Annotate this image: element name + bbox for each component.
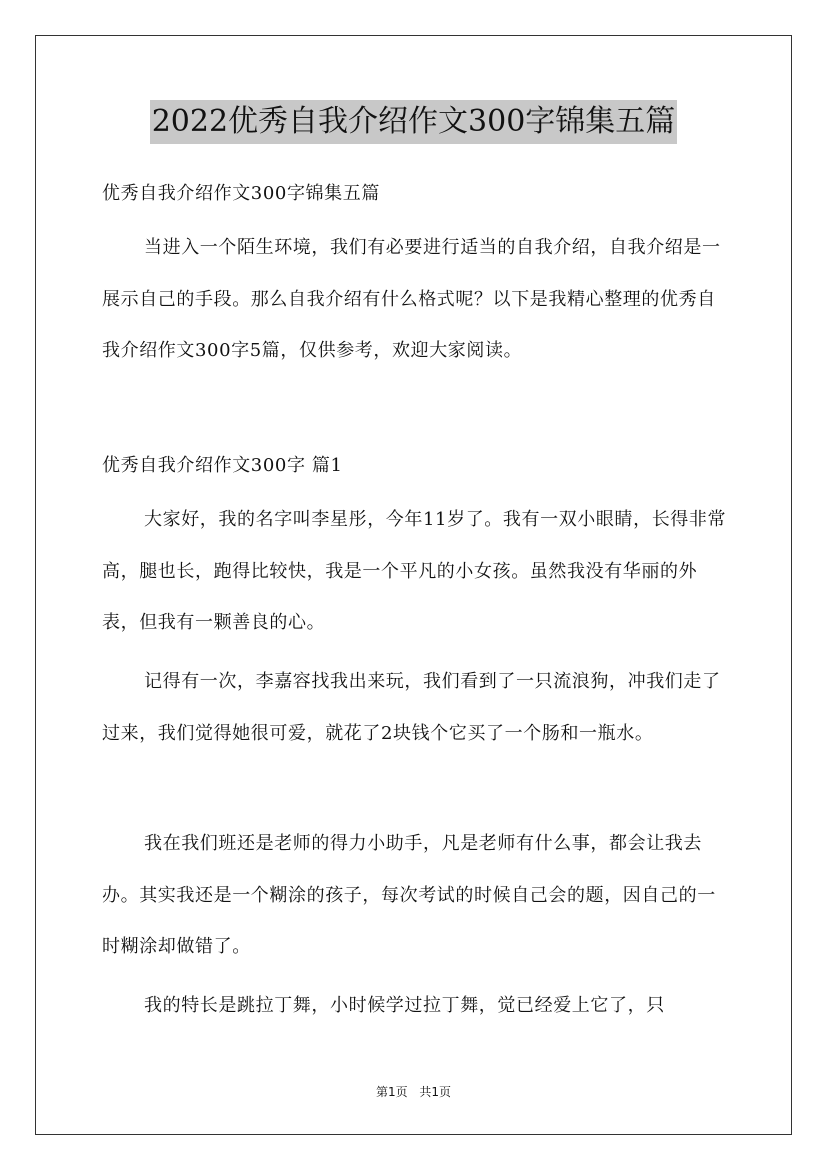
body-paragraph-4: 我的特长是跳拉丁舞，小时候学过拉丁舞，觉已经爱上它了，只 (144, 995, 665, 1016)
page-footer (0, 1083, 827, 1100)
page-current-label: 第1页 (375, 1085, 408, 1099)
body-paragraph-1: 大家好，我的名字叫李星彤，今年11岁了。我有一双小眼睛，长得非常高，腿也长，跑得比较快，我是一个平凡的小女孩。虽然我没有华丽的外表，但我有一颗善良的心。 (102, 509, 727, 633)
body-paragraph-2: 记得有一次，李嘉容找我出来玩，我们看到了一只流浪狗，冲我们走了过来，我们觉得她很可爱，就花了2块钱个它买了一个肠和一瓶水。 (102, 671, 721, 744)
body-paragraph-3: 我在我们班还是老师的得力小助手，凡是老师有什么事，都会让我去办。其实我还是一个糊涂的孩子，每次考试的时候自己会的题，因自己的一时糊涂却做错了。 (102, 833, 716, 957)
section-heading: 优秀自我介绍作文300字 篇1 (102, 455, 343, 476)
document-subtitle: 优秀自我介绍作文300字锦集五篇 (102, 183, 380, 204)
page-total-label: 共1页 (419, 1085, 452, 1099)
title-container (0, 100, 827, 144)
intro-paragraph: 当进入一个陌生环境，我们有必要进行适当的自我介绍，自我介绍是一展示自己的手段。那么自我介绍有什么格式呢？以下是我精心整理的优秀自我介绍作文300字5篇，仅供参考，欢迎大家阅读。 (102, 237, 721, 361)
document-title: 2022优秀自我介绍作文300字锦集五篇 (150, 100, 678, 144)
